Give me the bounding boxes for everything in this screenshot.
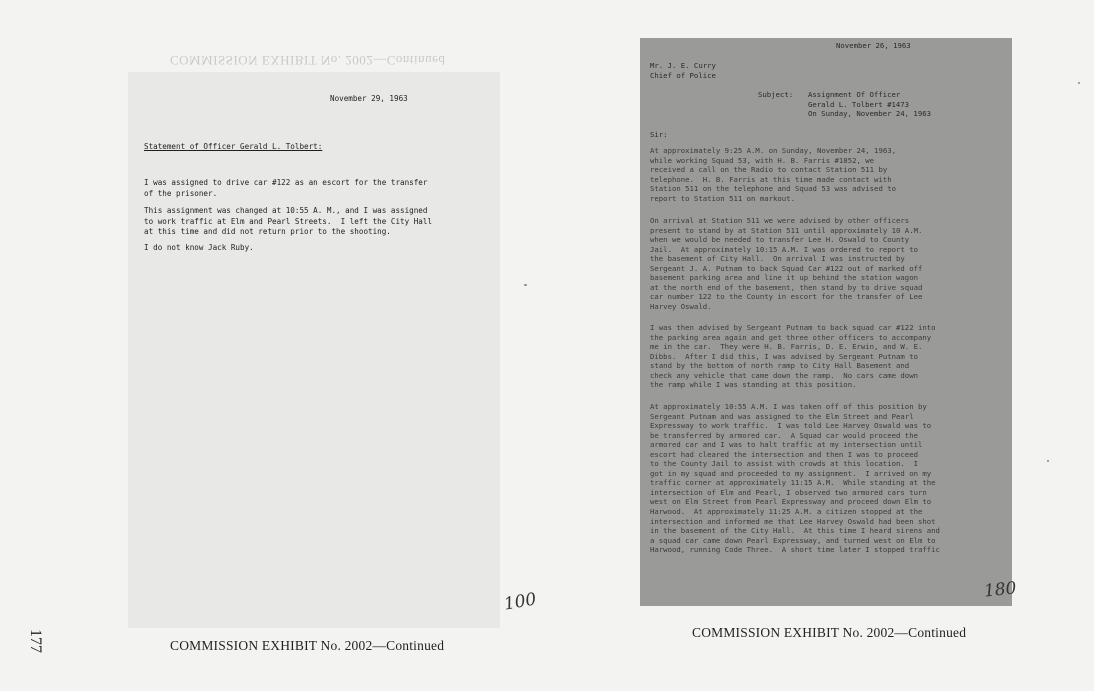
bleed-through-text: COMMISSION EXHIBIT No. 2002—Continued (170, 53, 446, 68)
left-date: November 29, 1963 (330, 94, 408, 103)
right-subject: Assignment Of Officer Gerald L. Tolbert #1473 On Sunday, November 24, 1963 (808, 90, 932, 119)
scan-speck (1047, 460, 1049, 462)
right-caption: COMMISSION EXHIBIT No. 2002—Continued (692, 625, 967, 640)
left-handwritten-number: 100 (502, 589, 538, 615)
right-subject-label: Subject: (758, 90, 794, 99)
right-document (640, 38, 1012, 606)
left-paragraph-1: I was assigned to drive car #122 as an escort for the transfer of the prisoner. (144, 178, 428, 198)
left-paragraph-2: This assignment was changed at 10:55 A. M., and I was assigned to work traffic at Elm and Pearl Streets. I left the City Hall at this time and did not return prior to the shooting. (144, 206, 433, 237)
scan-speck (1078, 82, 1080, 84)
right-paragraph-3: I was then advised by Sergeant Putnam to back squad car #122 into the parking area again and get three other officers to accompany me in the car. They were H. B. Farris, D. E. Erwin, and W. E. Dibbs. After I did this, I was advised by Sergeant Putnam to stand by the bottom of north ramp to City Hall Basement and check any vehicle that came down the ramp. No cars came down the ramp while I was standing at this position. (650, 323, 936, 390)
page-number: 177 (27, 629, 44, 653)
left-heading: Statement of Officer Gerald L. Tolbert: (144, 142, 323, 151)
right-addressee: Mr. J. E. Curry Chief of Police (650, 61, 716, 80)
right-salutation: Sir: (650, 130, 668, 139)
left-caption: COMMISSION EXHIBIT No. 2002—Continued (170, 638, 445, 653)
right-paragraph-2: On arrival at Station 511 we were advised by other officers present to stand by at Station 511 until approximately 10 A.M. when we would be needed to transfer Lee H. Oswald to County Jail. At approximately 10:15 A.M. I was ordered to report to the basement of City Hall. On arrival I was instructed by Sergeant J. A. Putnam to back Squad Car #122 out of marked off basement parking area and line it up behind the station wagon at the north end of the basement, then stand by to drive squad car number 122 to the County in escort for the transfer of Lee Harvey Oswald. (650, 216, 923, 311)
right-date: November 26, 1963 (836, 41, 911, 50)
right-paragraph-1: At approximately 9:25 A.M. on Sunday, November 24, 1963, while working Squad 53, with H. B. Farris #1852, we received a call on the Radio to contact Station 511 by telephone. H. B. Farris at this time made contact with Station 511 on the telephone and Squad 53 was advised to report to Station 511 on markout. (650, 146, 897, 203)
right-paragraph-4: At approximately 10:55 A.M. I was taken off of this position by Sergeant Putnam and was assigned to the Elm Street and Pearl Expressway to work traffic. I was told Lee Harvey Oswald was to be transferred by armored car. A Squad car would proceed the armored car and I was to halt traffic at my intersection until escort had cleared the intersection and then I was to proceed to the County Jail to assist with crowds at this location. I got in my squad and proceeded to my assignment. I arrived on my traffic corner at approximately 11:15 A.M. While standing at the intersection of Elm and Pearl, I observed two armored cars turn west on Elm Street from Pearl Expressway and proceed down Elm to Harwood. At approximately 11:25 A.M. a citizen stopped at the intersection and informed me that Lee Harvey Oswald had been shot in the basement of the City Hall. At this time I heard sirens and a squad car came down Pearl Expressway, and turned west on Elm to Harwood, running Code Three. A short time later I stopped traffic (650, 402, 940, 555)
right-handwritten-number: 180 (983, 578, 1018, 602)
left-paragraph-3: I do not know Jack Ruby. (144, 243, 254, 252)
left-document (128, 72, 500, 628)
scan-speck (524, 284, 527, 286)
